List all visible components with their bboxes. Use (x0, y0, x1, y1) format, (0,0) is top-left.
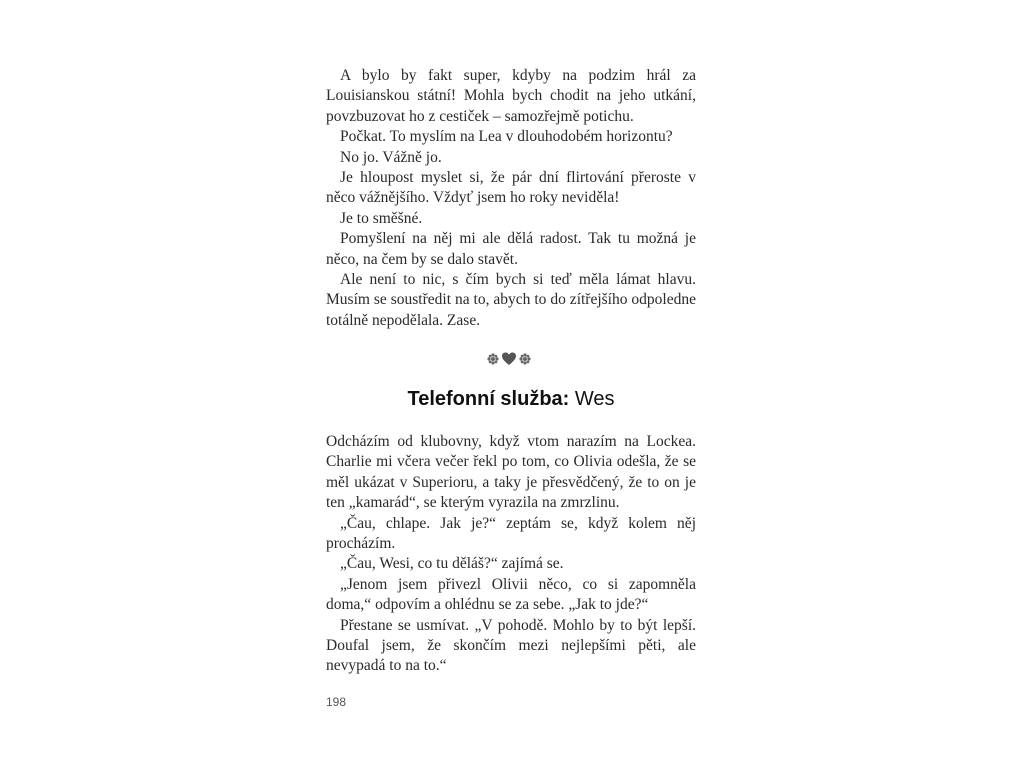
paragraph: „Čau, Wesi, co tu děláš?“ zajímá se. (340, 555, 564, 573)
paragraph: Odcházím od klubovny, když vtom narazím na Lockea. Charlie mi včera večer řekl po tom, co Olivia odešla, že se měl ukázat v Superioru, a taky je přesvědčený, že to on je ten „kamarád“, se kterým vyrazila na zmrzlinu. (326, 433, 696, 512)
paragraph: Je to směšné. (340, 209, 423, 227)
paragraph: Je hloupost myslet si, že pár dní flirtování přeroste v něco vážnějšího. Vždyť jsem ho roky neviděla! (326, 169, 696, 207)
page-number: 198 (326, 695, 347, 709)
section-ornament (486, 351, 532, 367)
paragraph: Pomyšlení na něj mi ale dělá radost. Tak tu možná je něco, na čem by se dalo stavět. (326, 230, 696, 268)
section-heading-bold: Telefonní služba: (407, 388, 570, 410)
heart-icon (502, 353, 516, 366)
paragraph: Ale není to nic, s čím bych si teď měla lámat hlavu. Musím se soustředit na to, abych to do zítřejšího odpoledne totálně nepodělala. Zase. (326, 271, 696, 329)
flower-icon (519, 353, 530, 364)
paragraph: Přestane se usmívat. „V pohodě. Mohlo by to být lepší. Doufal jsem, že skončím mezi nejlepšími pěti, ale nevypadá to na to.“ (326, 616, 696, 675)
bottom-text-block (326, 432, 696, 677)
paragraph: A bylo by fakt super, kdyby na podzim hrál za Louisianskou státní! Mohla bych chodit na jeho utkání, povzbuzovat ho z cestiček – samozřejmě potichu. (326, 67, 696, 125)
paragraph: No jo. Vážně jo. (340, 148, 442, 166)
top-text-block (326, 66, 696, 331)
paragraph: „Čau, chlape. Jak je?“ zeptám se, když kolem něj procházím. (326, 514, 696, 553)
flower-icon (487, 353, 498, 364)
section-heading (326, 386, 696, 412)
section-heading-name: Wes (569, 388, 615, 410)
paragraph: Počkat. To myslím na Lea v dlouhodobém horizontu? (340, 128, 673, 146)
paragraph: „Jenom jsem přivezl Olivii něco, co si zapomněla doma,“ odpovím a ohlédnu se za sebe. „Jak to jde?“ (326, 575, 696, 614)
